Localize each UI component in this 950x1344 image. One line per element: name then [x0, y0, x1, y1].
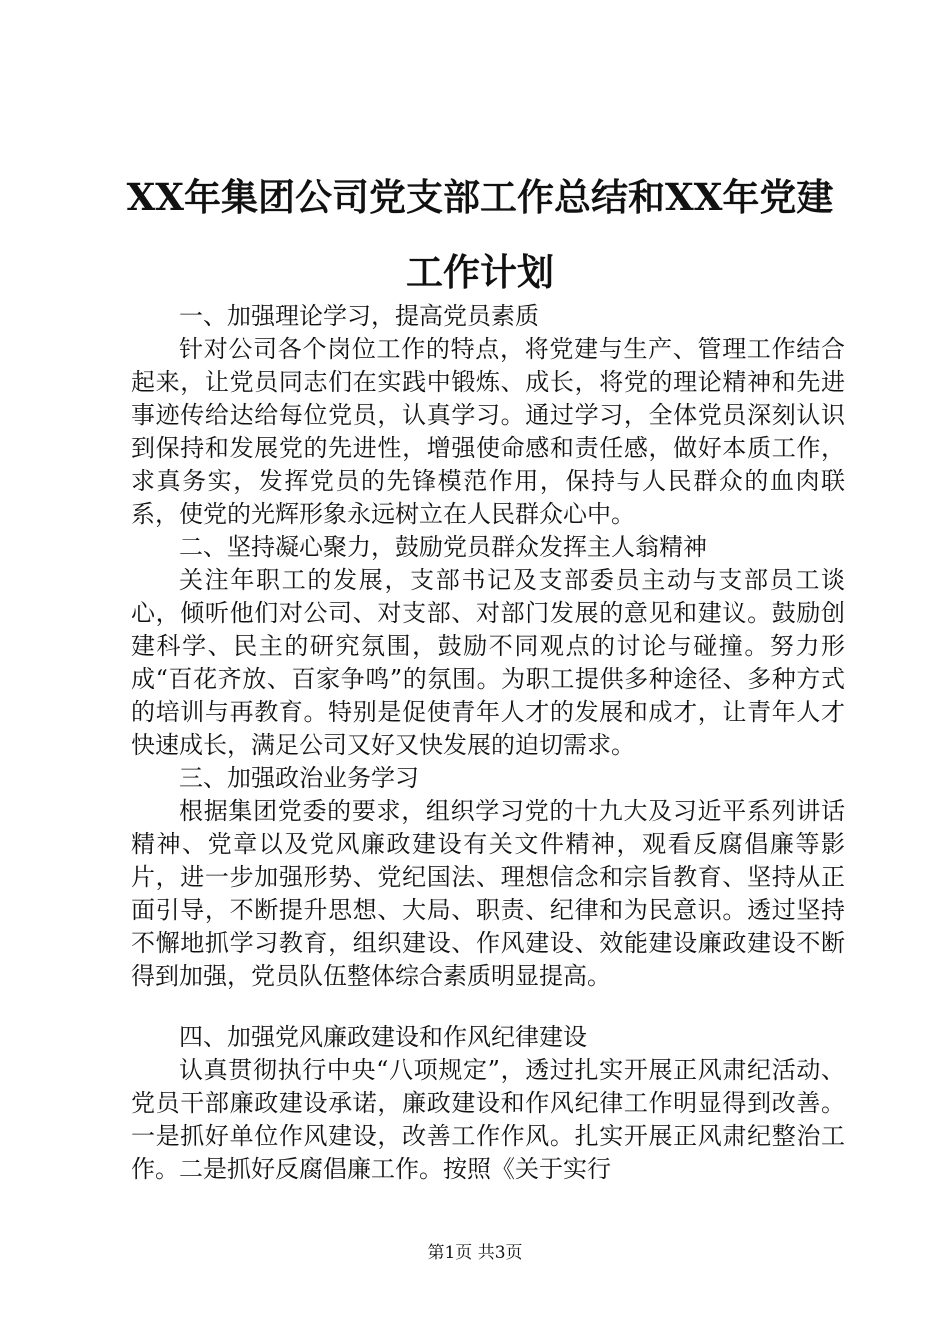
section-paragraph-1: 针对公司各个岗位工作的特点，将党建与生产、管理工作结合起来，让党员同志们在实践中锻炼、成长，将党的理论精神和先进事迹传给达给每位党员，认真学习。通过学习，全体党员深刻认识到保持和发展党的先进性，增强使命感和责任感，做好本质工作，求真务实，发挥党员的先锋模范作用，保持与人民群众的血肉联系，使党的光辉形象永远树立在人民群众心中。 [131, 335, 845, 528]
section-paragraph-3: 根据集团党委的要求，组织学习党的十九大及习近平系列讲话精神、党章以及党风廉政建设有关文件精神，观看反腐倡廉等影片，进一步加强形势、党纪国法、理想信念和宗旨教育、坚持从正面引导，不断提升思想、大局、职责、纪律和为民意识。透过坚持不懈地抓学习教育，组织建设、作风建设、效能建设廉政建设不断得到加强，党员队伍整体综合素质明显提高。 [131, 797, 845, 990]
paragraph-gap [131, 993, 845, 1021]
page-footer: 第1页 共3页 [427, 1243, 523, 1263]
section-heading-4: 四、加强党风廉政建设和作风纪律建设 [179, 1023, 587, 1051]
document-body [131, 300, 845, 1186]
section-paragraph-2: 关注年职工的发展，支部书记及支部委员主动与支部员工谈心，倾听他们对公司、对支部、对部门发展的意见和建议。鼓励创建科学、民主的研究氛围，鼓励不同观点的讨论与碰撞。努力形成“百花齐放、百家争鸣”的氛围。为职工提供多种途径、多种方式的培训与再教育。特别是促使青年人才的发展和成才，让青年人才快速成长，满足公司又好又快发展的迫切需求。 [131, 566, 845, 759]
section-heading-3: 三、加强政治业务学习 [179, 764, 419, 792]
section-heading-2: 二、坚持凝心聚力，鼓励党员群众发挥主人翁精神 [179, 533, 707, 561]
section-paragraph-4: 认真贯彻执行中央“八项规定”，透过扎实开展正风肃纪活动、党员干部廉政建设承诺，廉政建设和作风纪律工作明显得到改善。一是抓好单位作风建设，改善工作作风。扎实开展正风肃纪整治工作。二是抓好反腐倡廉工作。按照《关于实行 [131, 1056, 845, 1183]
section-heading-1: 一、加强理论学习，提高党员素质 [179, 302, 539, 330]
document-title: XX年集团公司党支部工作总结和XX年党建工作计划 [126, 175, 834, 294]
